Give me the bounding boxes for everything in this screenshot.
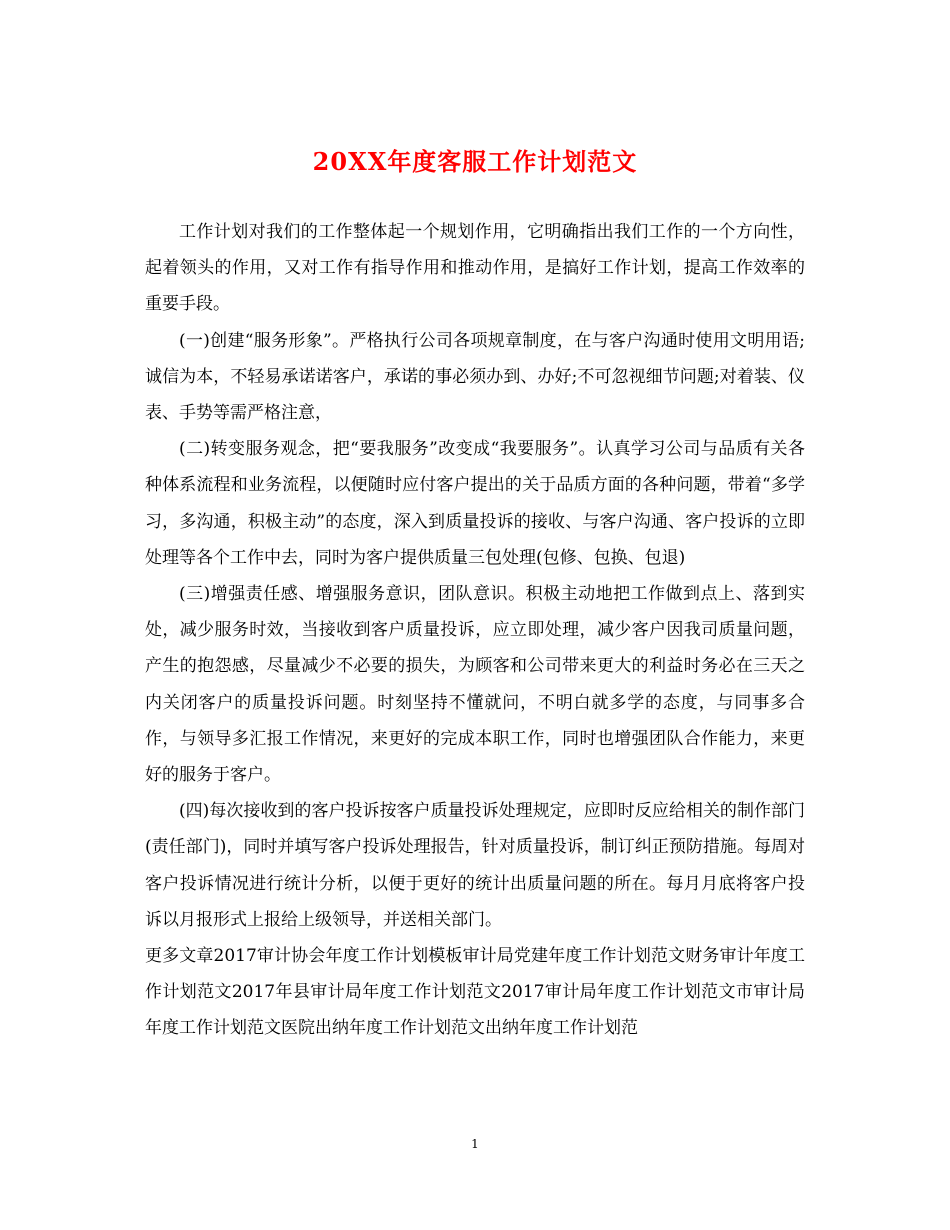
document-title: 20XX年度客服工作计划范文 [312,147,638,176]
section-3-paragraph: (三)增强责任感、增强服务意识，团队意识。积极主动地把工作做到点上、落到实处，减少服务时效，当接收到客户质量投诉，应立即处理，减少客户因我司质量问题，产生的抱怨感，尽量减少不必要的损失，为顾客和公司带来更大的利益时务必在三天之内关闭客户的质量投诉问题。时刻坚持不懂就问，不明白就多学的态度，与同事多合作，与领导多汇报工作情况，来更好的完成本职工作，同时也增强团队合作能力，来更好的服务于客户。 [145,584,805,786]
section-4-paragraph: (四)每次接收到的客户投诉按客户质量投诉处理规定，应即时反应给相关的制作部门(责任部门)，同时并填写客户投诉处理报告，针对质量投诉，制订纠正预防措施。每周对客户投诉情况进行统计分析，以便于更好的统计出质量问题的所在。每月月底将客户投诉以月报形式上报给上级领导，并送相关部门。 [145,801,805,930]
more-articles-paragraph: 更多文章2017审计协会年度工作计划模板审计局党建年度工作计划范文财务审计年度工作计划范文2017年县审计局年度工作计划范文2017审计局年度工作计划范文市审计局年度工作计划范文医院出纳年度工作计划范文出纳年度工作计划范 [145,946,805,1039]
document-body [145,214,805,1047]
section-1-paragraph: (一)创建“服务形象”。严格执行公司各项规章制度，在与客户沟通时使用文明用语;诚信为本，不轻易承诺诺客户，承诺的事必须办到、办好;不可忽视细节问题;对着装、仪表、手势等需严格注意， [145,330,805,424]
page-number: 1 [471,1137,479,1151]
intro-paragraph: 工作计划对我们的工作整体起一个规划作用，它明确指出我们工作的一个方向性，起着领头的作用，又对工作有指导作用和推动作用，是搞好工作计划，提高工作效率的重要手段。 [145,222,805,315]
section-2-paragraph: (二)转变服务观念，把“要我服务”改变成“我要服务”。认真学习公司与品质有关各种体系流程和业务流程，以便随时应付客户提出的关于品质方面的各种问题，带着“多学习，多沟通，积极主动”的态度，深入到质量投诉的接收、与客户沟通、客户投诉的立即处理等各个工作中去，同时为客户提供质量三包处理(包修、包换、包退) [145,439,805,568]
